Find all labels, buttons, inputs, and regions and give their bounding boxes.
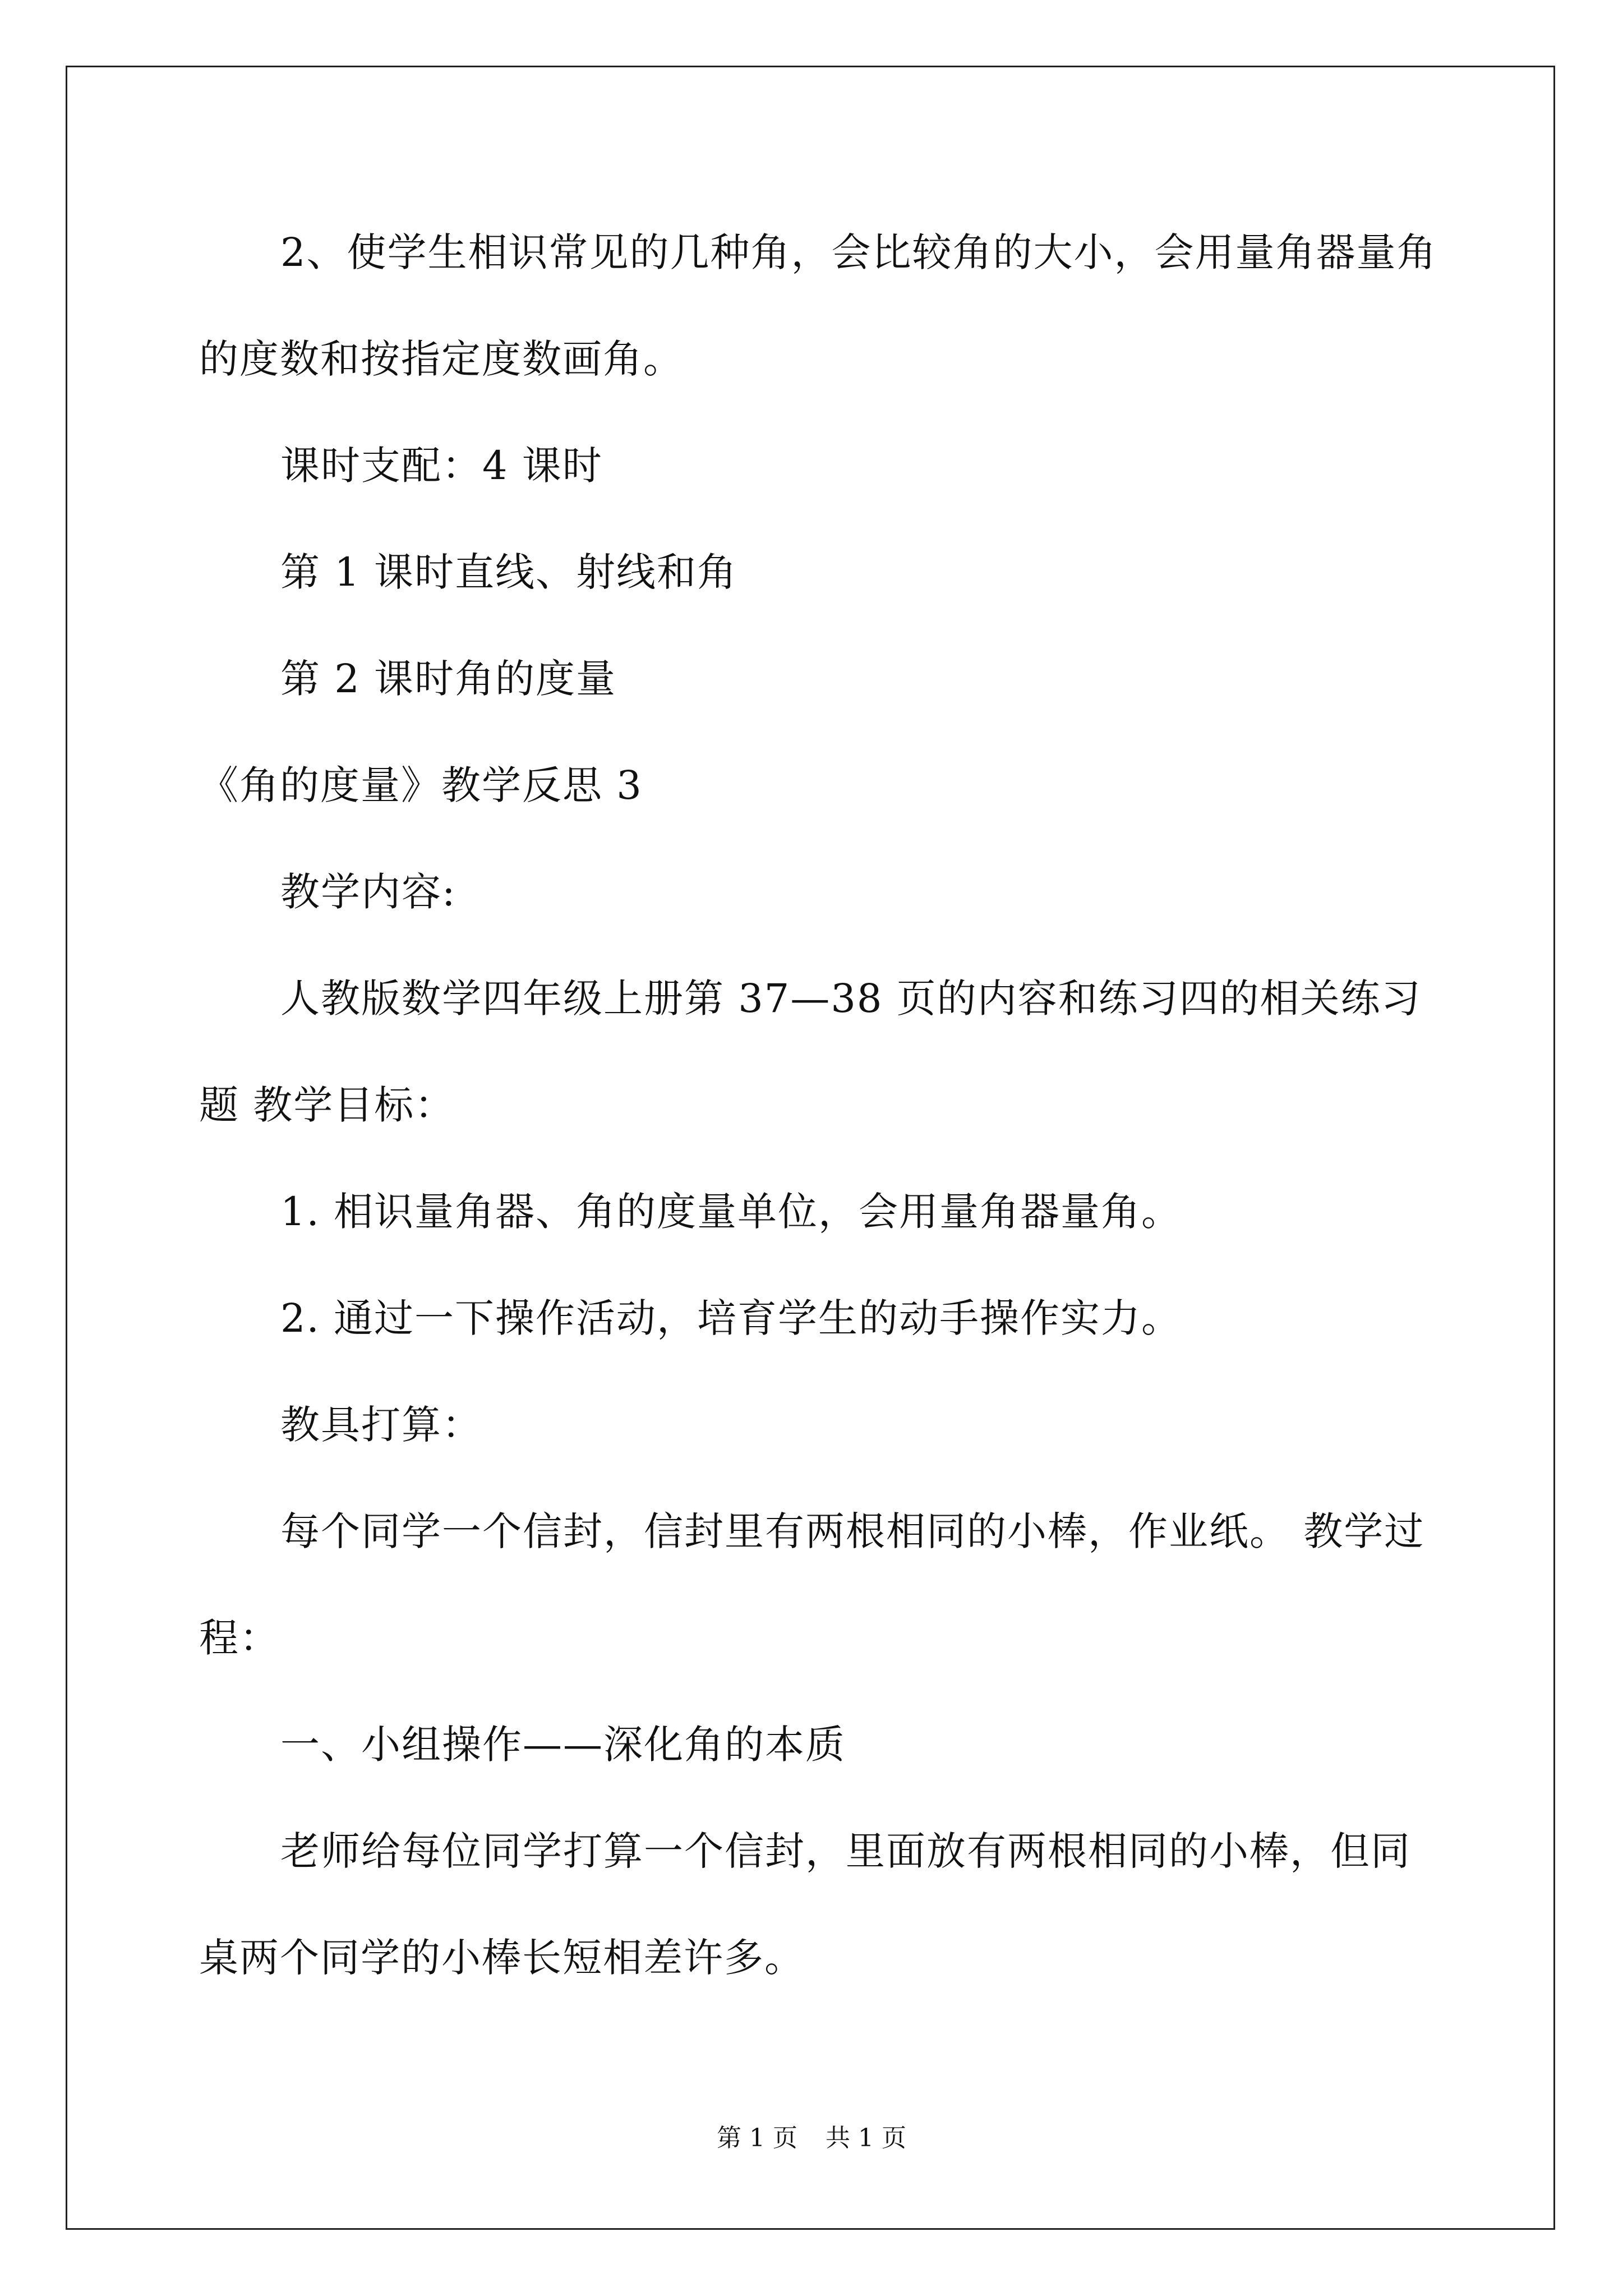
body-line-10: 1. 相识量角器、角的度量单位，会用量角器量角。 xyxy=(280,1189,1182,1235)
body-line-17: 桌两个同学的小棒长短相差许多。 xyxy=(199,1935,805,1981)
body-line-14: 程： xyxy=(199,1615,280,1661)
page-border xyxy=(66,66,1555,2230)
body-line-16: 老师给每位同学打算一个信封，里面放有两根相同的小棒，但同 xyxy=(280,1828,1411,1874)
body-line-2: 的度数和按指定度数画角。 xyxy=(199,336,684,382)
body-line-15: 一、小组操作——深化角的本质 xyxy=(280,1722,846,1768)
page-footer xyxy=(0,2126,1623,2151)
page-number: 第 1 页 xyxy=(717,2124,797,2152)
body-line-11: 2. 通过一下操作活动，培育学生的动手操作实力。 xyxy=(280,1295,1182,1341)
body-line-13: 每个同学一个信封，信封里有两根相同的小棒，作业纸。 教学过 xyxy=(280,1508,1425,1554)
body-line-8: 人教版数学四年级上册第 37—38 页的内容和练习四的相关练习 xyxy=(280,976,1422,1022)
body-line-7: 教学内容: xyxy=(280,869,457,915)
body-line-12: 教具打算： xyxy=(280,1402,482,1448)
body-line-9: 题 教学目标： xyxy=(199,1082,455,1128)
page-total: 共 1 页 xyxy=(826,2124,906,2152)
body-line-1: 2、使学生相识常见的几种角，会比较角的大小，会用量角器量角 xyxy=(280,229,1437,275)
body-line-5: 第 2 课时角的度量 xyxy=(280,656,617,702)
section-heading: 《角的度量》教学反思 3 xyxy=(199,762,643,808)
body-line-3: 课时支配：4 课时 xyxy=(280,443,603,489)
body-line-4: 第 1 课时直线、射线和角 xyxy=(280,549,738,595)
